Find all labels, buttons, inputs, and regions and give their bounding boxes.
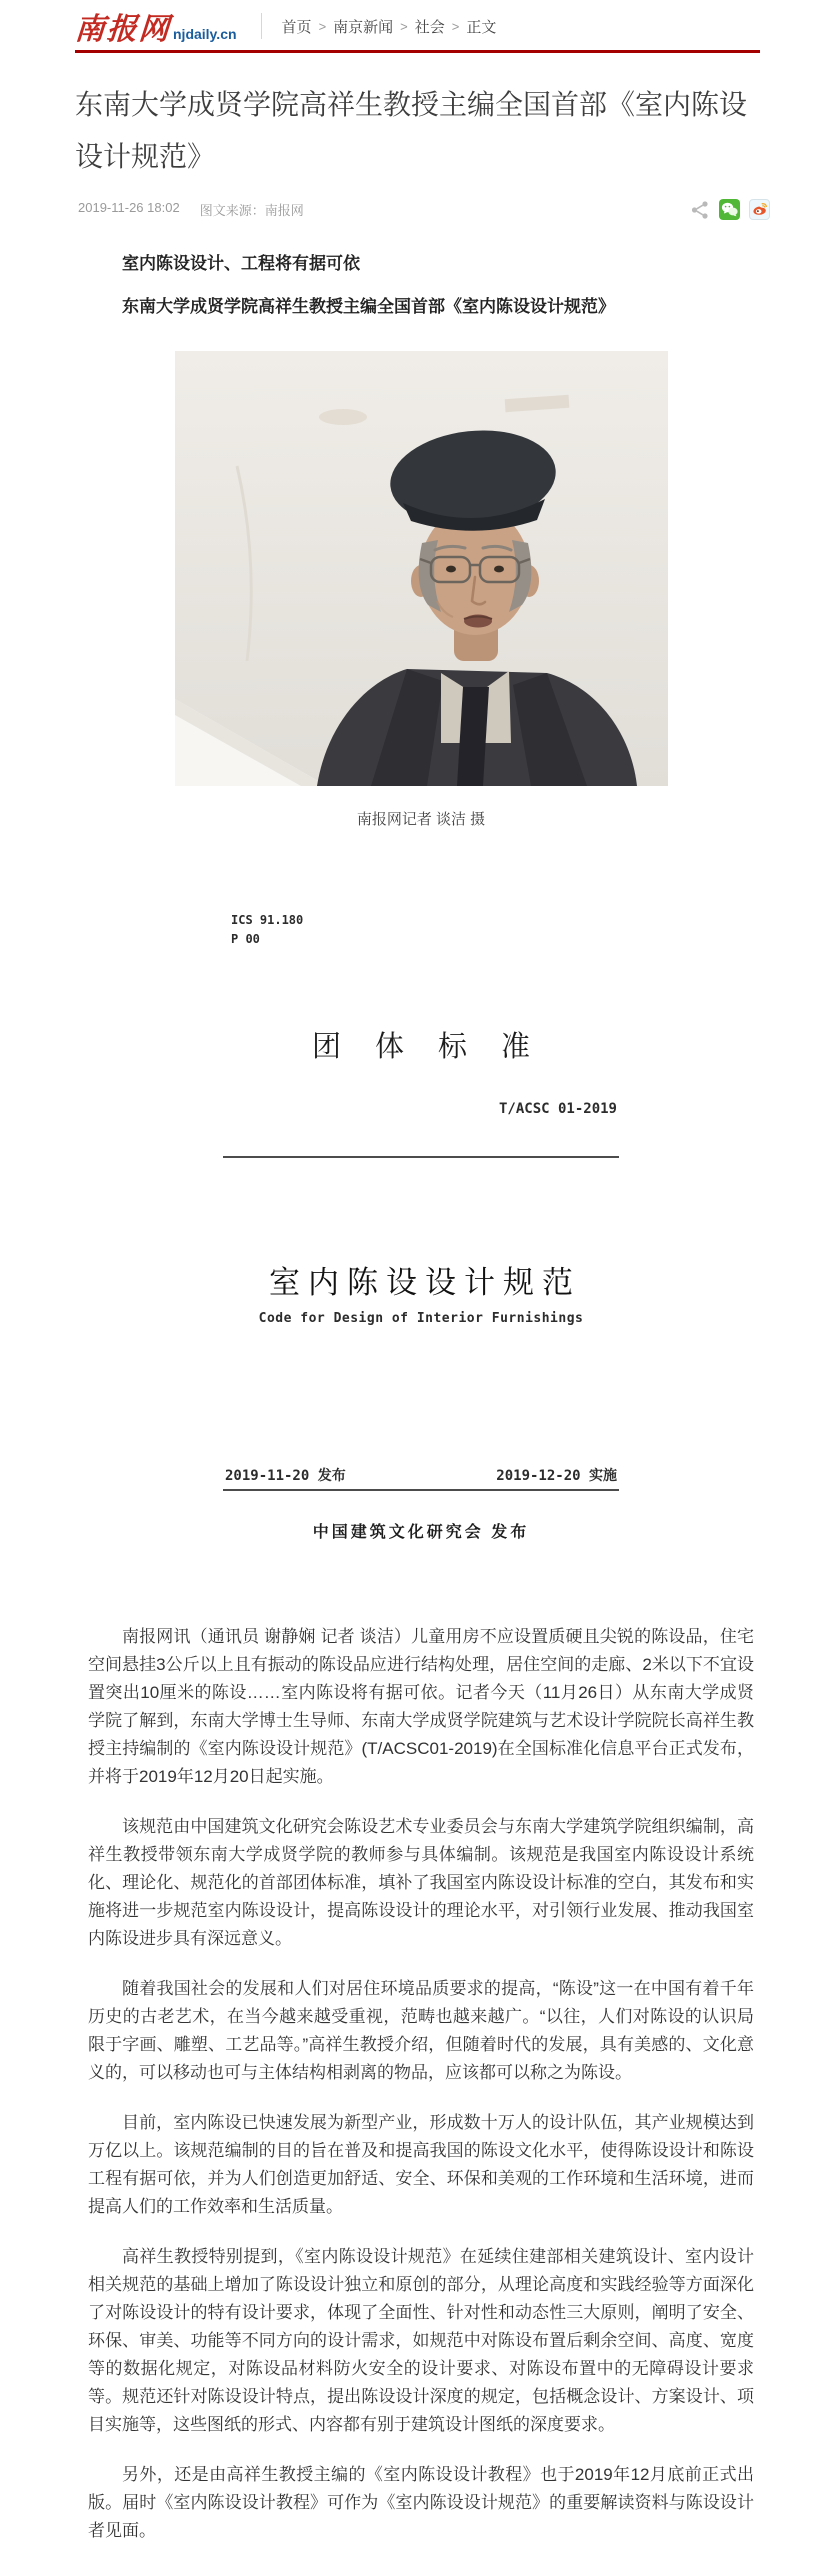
professor-portrait-illustration [175, 351, 668, 786]
article-body [88, 250, 754, 2545]
ics-line: ICS 91.180 [231, 913, 304, 927]
article-paragraph: 目前，室内陈设已快速发展为新型产业，形成数十万人的设计队伍，其产业规模达到万亿以上。该规范编制的目的旨在普及和提高我国的陈设文化水平，使得陈设设计和陈设工程有据可依，并为人们创造更加舒适、安全、环保和美观的工作环境和生活环境，进而提高人们的工作效率和生活质量。 [88, 2113, 754, 2216]
breadcrumb-separator: > [318, 18, 327, 34]
breadcrumb [282, 16, 497, 37]
breadcrumb-society[interactable]: 社会 [414, 18, 445, 36]
article-photo-professor [175, 351, 668, 786]
cover-ics-codes [231, 911, 303, 949]
breadcrumb-home[interactable]: 首页 [281, 18, 312, 36]
cover-title-en: Code for Design of Interior Furnishings [258, 1311, 584, 1326]
cover-doc-type: 团体标准 [311, 1031, 564, 1063]
article-paragraph: 随着我国社会的发展和人们对居住环境品质要求的提高，“陈设”这一在中国有着千年历史的古老艺术，在当今越来越受重视，范畴也越来越广。“以往，人们对陈设的认识局限于字画、雕塑、工艺品等。”高祥生教授介绍，但随着时代的发展，具有美感的、文化意义的，可以移动也可与主体结构相剥离的物品，应该都可以称之为陈设。 [88, 1979, 754, 2082]
article-meta [78, 199, 770, 220]
cover-implement-date: 2019-12-20 实施 [496, 1468, 617, 1484]
cover-title-cn: 室内陈设设计规范 [269, 1265, 581, 1300]
weibo-share-icon[interactable] [749, 199, 770, 220]
article-paragraph: 高祥生教授特别提到，《室内陈设设计规范》在延续住建部相关建筑设计、室内设计相关规范的基础上增加了陈设设计独立和原创的部分，从理论高度和实践经验等方面深化了对陈设设计的特有设计要求，体现了全面性、针对性和动态性三大原则，阐明了安全、环保、审美、功能等不同方向的设计需求，如规范中对陈设布置后剩余空间、高度、宽度等的数据化规定，对陈设品材料防火安全的设计要求、对陈设布置中的无障碍设计要求等。规范还针对陈设设计特点，提出陈设设计深度的规定，包括概念设计、方案设计、项目实施等，这些图纸的形式、内容都有别于建筑设计图纸的深度要求。 [88, 2247, 754, 2434]
cover-top-rule [223, 1156, 619, 1158]
standard-cover-image [223, 859, 619, 1589]
breadcrumb-nanjing-news[interactable]: 南京新闻 [333, 18, 394, 36]
site-logo[interactable] [75, 4, 237, 48]
breadcrumb-separator: > [400, 18, 408, 34]
share-buttons [690, 199, 770, 220]
cover-publisher: 中国建筑文化研究会 发布 [312, 1524, 530, 1541]
page-title: 东南大学成贤学院高祥生教授主编全国首部《室内陈设设计规范》 [75, 89, 748, 172]
article-paragraph: 该规范由中国建筑文化研究会陈设艺术专业委员会与东南大学建筑学院组织编制，高祥生教授带领东南大学成贤学院的教师参与具体编制。该规范是我国室内陈设设计系统化、理论化、规范化的首部团体标准，填补了我国室内陈设设计标准的空白，其发布和实施将进一步规范室内陈设设计，提高陈设设计的理论水平，对引领行业发展、推动我国室内陈设进步具有深远意义。 [88, 1817, 754, 1948]
cover-doc-number: T/ACSC 01-2019 [498, 1101, 617, 1117]
publish-datetime: 2019-11-26 18:02 [78, 200, 180, 215]
cover-bottom-rule [223, 1489, 619, 1491]
cover-publish-date: 2019-11-20 发布 [225, 1468, 346, 1484]
wechat-share-icon[interactable] [719, 199, 740, 220]
lead-paragraph-2: 东南大学成贤学院高祥生教授主编全国首部《室内陈设设计规范》 [122, 297, 615, 316]
lead-paragraph-1: 室内陈设设计、工程将有据可依 [122, 254, 360, 273]
photo-caption: 南报网记者 谈洁 摄 [356, 811, 486, 828]
article-paragraphs [88, 1623, 754, 2545]
site-header [0, 0, 828, 47]
header-divider [261, 13, 262, 39]
share-icon[interactable] [690, 200, 710, 220]
meta-left [78, 200, 304, 219]
article-paragraph: 另外，还是由高祥生教授主编的《室内陈设设计教程》也于2019年12月底前正式出版。届时《室内陈设设计教程》可作为《室内陈设设计规范》的重要解读资料与陈设设计者见面。 [88, 2465, 754, 2540]
article-paragraph: 南报网讯（通讯员 谢静娴 记者 谈洁）儿童用房不应设置质硬且尖锐的陈设品，住宅空间悬挂3公斤以上且有振动的陈设品应进行结构处理，居住空间的走廊、2米以下不宜设置突出10厘米的陈设……室内陈设将有据可依。记者今天（11月26日）从东南大学成贤学院了解到，东南大学博士生导师、东南大学成贤学院建筑与艺术设计学院院长高祥生教授主持编制的《室内陈设设计规范》(T/ACSC01-2019)在全国标准化信息平台正式发布，并将于2019年12月20日起实施。 [88, 1627, 754, 1786]
logo-cn-text: 南报网 [73, 12, 172, 47]
breadcrumb-separator: > [451, 18, 460, 34]
article-top-rule [75, 50, 760, 53]
logo-en-text: njdaily.cn [173, 26, 237, 42]
ics-line: P 00 [231, 932, 260, 946]
breadcrumb-current: 正文 [466, 18, 497, 36]
cover-dates-row [225, 1465, 617, 1485]
source-label: 图文来源：南报网 [199, 203, 304, 218]
